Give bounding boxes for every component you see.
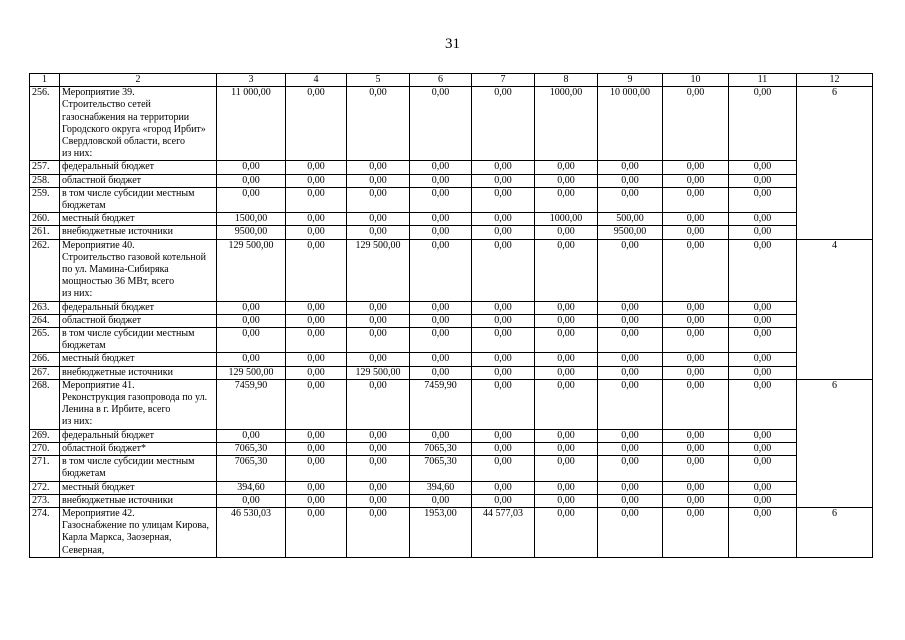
value-cell: 0,00 — [347, 481, 410, 494]
header-cell: 1 — [30, 74, 60, 87]
table-row — [30, 328, 873, 353]
value-cell: 0,00 — [286, 161, 347, 174]
value-cell: 0,00 — [598, 507, 663, 557]
value-cell: 0,00 — [729, 379, 797, 429]
value-cell: 0,00 — [663, 174, 729, 187]
row-name: Мероприятие 42. Газоснабжение по улицам Кирова, Карла Маркса, Заозерная, Северная, — [60, 507, 217, 557]
value-cell: 0,00 — [410, 213, 472, 226]
value-cell: 0,00 — [535, 174, 598, 187]
value-cell: 1953,00 — [410, 507, 472, 557]
value-cell: 0,00 — [472, 328, 535, 353]
value-cell: 0,00 — [286, 429, 347, 442]
row-number: 260. — [30, 213, 60, 226]
value-cell: 0,00 — [286, 481, 347, 494]
value-cell: 0,00 — [410, 301, 472, 314]
row-number: 268. — [30, 379, 60, 429]
column-12-cell: 6 — [797, 507, 873, 557]
value-cell: 0,00 — [347, 213, 410, 226]
value-cell: 0,00 — [347, 456, 410, 481]
value-cell: 0,00 — [286, 314, 347, 327]
value-cell: 0,00 — [598, 353, 663, 366]
value-cell: 0,00 — [410, 187, 472, 212]
value-cell: 0,00 — [410, 161, 472, 174]
row-number: 274. — [30, 507, 60, 557]
value-cell: 0,00 — [347, 494, 410, 507]
value-cell: 394,60 — [217, 481, 286, 494]
value-cell: 0,00 — [286, 442, 347, 455]
value-cell: 0,00 — [729, 429, 797, 442]
value-cell: 0,00 — [535, 456, 598, 481]
value-cell: 0,00 — [286, 301, 347, 314]
header-cell: 11 — [729, 74, 797, 87]
value-cell: 7459,90 — [410, 379, 472, 429]
value-cell: 0,00 — [535, 442, 598, 455]
table-row — [30, 239, 873, 301]
value-cell: 0,00 — [410, 353, 472, 366]
value-cell: 0,00 — [535, 187, 598, 212]
table-row — [30, 442, 873, 455]
value-cell: 129 500,00 — [217, 239, 286, 301]
row-number: 270. — [30, 442, 60, 455]
value-cell: 0,00 — [535, 328, 598, 353]
row-number: 258. — [30, 174, 60, 187]
value-cell: 0,00 — [535, 161, 598, 174]
table-row — [30, 353, 873, 366]
table-row — [30, 187, 873, 212]
value-cell: 0,00 — [535, 494, 598, 507]
value-cell: 0,00 — [598, 494, 663, 507]
value-cell: 0,00 — [663, 328, 729, 353]
value-cell: 0,00 — [286, 226, 347, 239]
value-cell: 0,00 — [663, 87, 729, 161]
value-cell: 394,60 — [410, 481, 472, 494]
value-cell: 0,00 — [729, 442, 797, 455]
value-cell: 0,00 — [347, 379, 410, 429]
value-cell: 1500,00 — [217, 213, 286, 226]
row-name: областной бюджет — [60, 314, 217, 327]
value-cell: 0,00 — [663, 353, 729, 366]
value-cell: 0,00 — [598, 328, 663, 353]
header-cell: 7 — [472, 74, 535, 87]
table-row — [30, 87, 873, 161]
value-cell: 0,00 — [598, 187, 663, 212]
value-cell: 1000,00 — [535, 213, 598, 226]
value-cell: 11 000,00 — [217, 87, 286, 161]
row-name: местный бюджет — [60, 481, 217, 494]
value-cell: 0,00 — [729, 481, 797, 494]
value-cell: 0,00 — [663, 226, 729, 239]
value-cell: 0,00 — [472, 494, 535, 507]
column-12-cell: 6 — [797, 87, 873, 239]
value-cell: 0,00 — [598, 442, 663, 455]
value-cell: 0,00 — [598, 239, 663, 301]
value-cell: 0,00 — [598, 161, 663, 174]
value-cell: 0,00 — [286, 456, 347, 481]
value-cell: 0,00 — [410, 366, 472, 379]
table-row — [30, 213, 873, 226]
value-cell: 0,00 — [217, 174, 286, 187]
value-cell: 0,00 — [663, 187, 729, 212]
table-row — [30, 481, 873, 494]
value-cell: 0,00 — [598, 314, 663, 327]
budget-table — [29, 73, 873, 558]
row-name: Мероприятие 40. Строительство газовой котельной по ул. Мамина-Сибиряка мощностью 36 МВт, всего из них: — [60, 239, 217, 301]
value-cell: 0,00 — [472, 353, 535, 366]
value-cell: 0,00 — [347, 328, 410, 353]
value-cell: 0,00 — [472, 314, 535, 327]
row-number: 264. — [30, 314, 60, 327]
value-cell: 0,00 — [410, 494, 472, 507]
value-cell: 10 000,00 — [598, 87, 663, 161]
value-cell: 0,00 — [729, 187, 797, 212]
value-cell: 0,00 — [535, 301, 598, 314]
value-cell: 0,00 — [472, 213, 535, 226]
row-number: 273. — [30, 494, 60, 507]
value-cell: 0,00 — [347, 301, 410, 314]
value-cell: 0,00 — [535, 429, 598, 442]
row-name: областной бюджет* — [60, 442, 217, 455]
table-row — [30, 301, 873, 314]
value-cell: 0,00 — [598, 174, 663, 187]
value-cell: 0,00 — [410, 226, 472, 239]
value-cell: 0,00 — [598, 429, 663, 442]
value-cell: 0,00 — [663, 366, 729, 379]
value-cell: 0,00 — [410, 314, 472, 327]
value-cell: 0,00 — [535, 379, 598, 429]
value-cell: 0,00 — [663, 379, 729, 429]
value-cell: 0,00 — [472, 481, 535, 494]
value-cell: 0,00 — [598, 379, 663, 429]
value-cell: 0,00 — [729, 301, 797, 314]
value-cell: 0,00 — [286, 507, 347, 557]
value-cell: 7065,30 — [410, 456, 472, 481]
value-cell: 0,00 — [729, 314, 797, 327]
row-name: местный бюджет — [60, 353, 217, 366]
value-cell: 0,00 — [410, 429, 472, 442]
value-cell: 0,00 — [472, 301, 535, 314]
value-cell: 0,00 — [472, 161, 535, 174]
value-cell: 0,00 — [729, 328, 797, 353]
row-name: федеральный бюджет — [60, 429, 217, 442]
header-cell: 6 — [410, 74, 472, 87]
value-cell: 0,00 — [217, 429, 286, 442]
value-cell: 0,00 — [410, 328, 472, 353]
column-12-cell: 6 — [797, 379, 873, 507]
row-name: Мероприятие 41. Реконструкция газопровода по ул. Ленина в г. Ирбите, всего из них: — [60, 379, 217, 429]
value-cell: 0,00 — [663, 494, 729, 507]
value-cell: 0,00 — [535, 314, 598, 327]
value-cell: 0,00 — [729, 87, 797, 161]
value-cell: 0,00 — [663, 456, 729, 481]
value-cell: 0,00 — [217, 187, 286, 212]
value-cell: 0,00 — [729, 213, 797, 226]
value-cell: 0,00 — [663, 481, 729, 494]
value-cell: 0,00 — [347, 442, 410, 455]
row-name: в том числе субсидии местным бюджетам — [60, 187, 217, 212]
value-cell: 0,00 — [217, 314, 286, 327]
value-cell: 0,00 — [663, 213, 729, 226]
row-name: внебюджетные источники — [60, 494, 217, 507]
value-cell: 0,00 — [598, 481, 663, 494]
value-cell: 0,00 — [663, 507, 729, 557]
value-cell: 0,00 — [663, 161, 729, 174]
value-cell: 0,00 — [663, 314, 729, 327]
value-cell: 0,00 — [663, 429, 729, 442]
value-cell: 0,00 — [663, 239, 729, 301]
value-cell: 7459,90 — [217, 379, 286, 429]
value-cell: 0,00 — [217, 494, 286, 507]
value-cell: 0,00 — [347, 314, 410, 327]
value-cell: 0,00 — [286, 174, 347, 187]
row-number: 259. — [30, 187, 60, 212]
row-number: 261. — [30, 226, 60, 239]
value-cell: 7065,30 — [217, 442, 286, 455]
header-cell: 2 — [60, 74, 217, 87]
value-cell: 9500,00 — [217, 226, 286, 239]
value-cell: 0,00 — [663, 301, 729, 314]
value-cell: 44 577,03 — [472, 507, 535, 557]
row-name: местный бюджет — [60, 213, 217, 226]
header-cell: 8 — [535, 74, 598, 87]
value-cell: 0,00 — [535, 366, 598, 379]
value-cell: 0,00 — [217, 328, 286, 353]
value-cell: 0,00 — [286, 366, 347, 379]
row-number: 262. — [30, 239, 60, 301]
row-name: областной бюджет — [60, 174, 217, 187]
value-cell: 0,00 — [729, 174, 797, 187]
header-cell: 3 — [217, 74, 286, 87]
table-row — [30, 161, 873, 174]
value-cell: 0,00 — [347, 174, 410, 187]
value-cell: 0,00 — [472, 442, 535, 455]
row-name: Мероприятие 39. Строительство сетей газоснабжения на территории Городского округа «город Ирбит» Свердловской области, всего из них: — [60, 87, 217, 161]
value-cell: 500,00 — [598, 213, 663, 226]
value-cell: 0,00 — [729, 353, 797, 366]
value-cell: 0,00 — [347, 187, 410, 212]
value-cell: 0,00 — [286, 328, 347, 353]
value-cell: 0,00 — [347, 353, 410, 366]
table-row — [30, 226, 873, 239]
value-cell: 0,00 — [535, 239, 598, 301]
table-body — [30, 74, 873, 558]
table-row — [30, 379, 873, 429]
value-cell: 129 500,00 — [347, 239, 410, 301]
header-cell: 10 — [663, 74, 729, 87]
row-number: 267. — [30, 366, 60, 379]
value-cell: 0,00 — [217, 353, 286, 366]
value-cell: 0,00 — [535, 481, 598, 494]
value-cell: 129 500,00 — [347, 366, 410, 379]
row-number: 256. — [30, 87, 60, 161]
table-row — [30, 456, 873, 481]
table-row — [30, 366, 873, 379]
value-cell: 0,00 — [535, 226, 598, 239]
value-cell: 0,00 — [729, 494, 797, 507]
value-cell: 0,00 — [410, 174, 472, 187]
table-row — [30, 429, 873, 442]
value-cell: 0,00 — [472, 429, 535, 442]
value-cell: 0,00 — [598, 456, 663, 481]
row-name: внебюджетные источники — [60, 366, 217, 379]
value-cell: 0,00 — [598, 366, 663, 379]
value-cell: 9500,00 — [598, 226, 663, 239]
value-cell: 0,00 — [347, 429, 410, 442]
row-name: внебюджетные источники — [60, 226, 217, 239]
value-cell: 0,00 — [472, 239, 535, 301]
row-number: 257. — [30, 161, 60, 174]
value-cell: 0,00 — [472, 187, 535, 212]
row-name: в том числе субсидии местным бюджетам — [60, 328, 217, 353]
value-cell: 0,00 — [729, 226, 797, 239]
value-cell: 0,00 — [472, 456, 535, 481]
value-cell: 0,00 — [729, 366, 797, 379]
value-cell: 0,00 — [347, 161, 410, 174]
row-number: 265. — [30, 328, 60, 353]
value-cell: 0,00 — [472, 366, 535, 379]
value-cell: 129 500,00 — [217, 366, 286, 379]
value-cell: 0,00 — [729, 507, 797, 557]
row-number: 269. — [30, 429, 60, 442]
row-name: в том числе субсидии местным бюджетам — [60, 456, 217, 481]
value-cell: 0,00 — [598, 301, 663, 314]
row-number: 263. — [30, 301, 60, 314]
value-cell: 0,00 — [286, 213, 347, 226]
value-cell: 0,00 — [663, 442, 729, 455]
value-cell: 0,00 — [472, 226, 535, 239]
value-cell: 0,00 — [472, 87, 535, 161]
value-cell: 0,00 — [347, 87, 410, 161]
header-cell: 9 — [598, 74, 663, 87]
value-cell: 0,00 — [286, 187, 347, 212]
row-number: 266. — [30, 353, 60, 366]
page-number: 31 — [445, 36, 460, 52]
value-cell: 1000,00 — [535, 87, 598, 161]
value-cell: 0,00 — [286, 379, 347, 429]
value-cell: 7065,30 — [217, 456, 286, 481]
value-cell: 0,00 — [410, 239, 472, 301]
row-number: 272. — [30, 481, 60, 494]
value-cell: 0,00 — [729, 161, 797, 174]
value-cell: 0,00 — [729, 456, 797, 481]
row-number: 271. — [30, 456, 60, 481]
row-name: федеральный бюджет — [60, 301, 217, 314]
table-row — [30, 314, 873, 327]
value-cell: 0,00 — [472, 379, 535, 429]
value-cell: 0,00 — [286, 87, 347, 161]
value-cell: 0,00 — [729, 239, 797, 301]
column-12-cell: 4 — [797, 239, 873, 379]
value-cell: 0,00 — [286, 353, 347, 366]
value-cell: 0,00 — [347, 507, 410, 557]
table-row — [30, 494, 873, 507]
row-name: федеральный бюджет — [60, 161, 217, 174]
value-cell: 0,00 — [347, 226, 410, 239]
value-cell: 0,00 — [472, 174, 535, 187]
table-row — [30, 507, 873, 557]
value-cell: 0,00 — [410, 87, 472, 161]
value-cell: 0,00 — [217, 161, 286, 174]
value-cell: 0,00 — [535, 353, 598, 366]
table-row — [30, 174, 873, 187]
header-cell: 12 — [797, 74, 873, 87]
value-cell: 0,00 — [286, 494, 347, 507]
header-row — [30, 74, 873, 87]
value-cell: 0,00 — [217, 301, 286, 314]
header-cell: 4 — [286, 74, 347, 87]
header-cell: 5 — [347, 74, 410, 87]
value-cell: 7065,30 — [410, 442, 472, 455]
value-cell: 0,00 — [535, 507, 598, 557]
value-cell: 46 530,03 — [217, 507, 286, 557]
value-cell: 0,00 — [286, 239, 347, 301]
